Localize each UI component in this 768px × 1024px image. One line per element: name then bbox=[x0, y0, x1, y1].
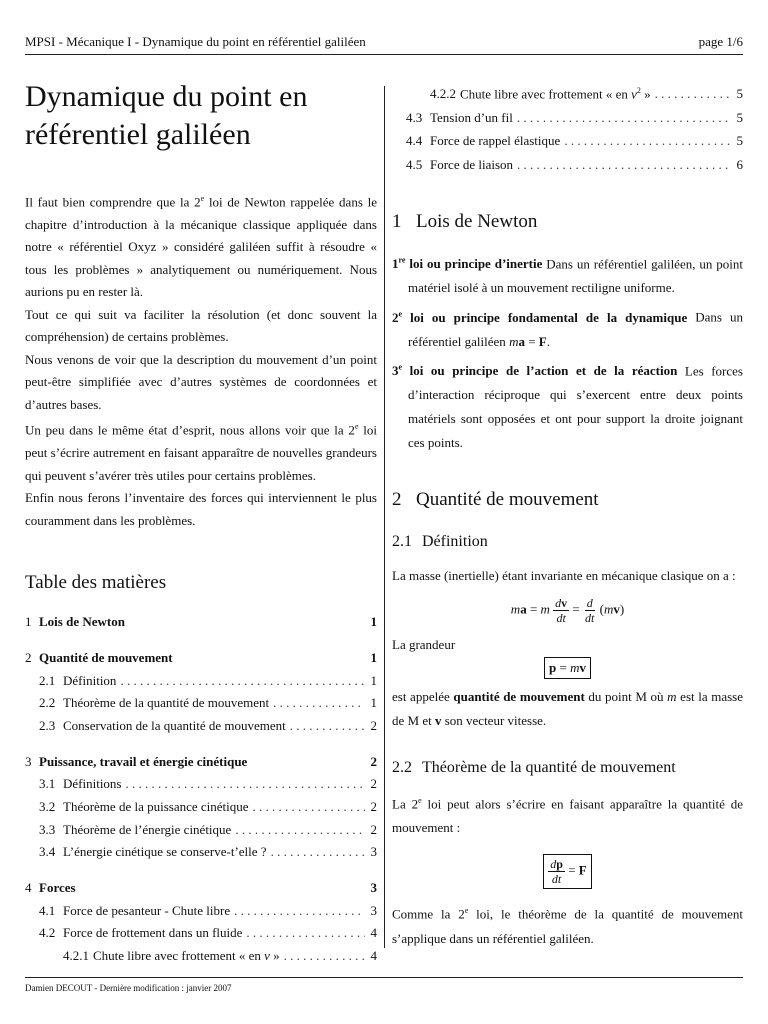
toc-entry-label: L’énergie cinétique se conserve-t’elle ? bbox=[63, 844, 267, 860]
toc-entry-number: 4 bbox=[25, 880, 32, 896]
intro-paragraph-3: Nous venons de voir que la description du mouvement d’un point peut-être simplifiée avec d’autres systèmes de coordonnées et d’autres bases. bbox=[25, 351, 377, 412]
toc-entry[interactable] bbox=[25, 776, 377, 799]
toc-entry[interactable] bbox=[25, 673, 377, 696]
left-column bbox=[25, 78, 377, 971]
toc-entry-number: 1 bbox=[25, 614, 32, 630]
toc-entry-number: 3.2 bbox=[39, 798, 56, 814]
toc-entry-page: 2 bbox=[370, 753, 377, 769]
toc-leader-dots bbox=[126, 776, 366, 792]
theorem-intro: La 2e loi peut alors s’écrire en faisant apparaître la quantité de mouvement : bbox=[392, 795, 743, 836]
toc-entry[interactable] bbox=[25, 614, 377, 637]
toc-leader-dots bbox=[517, 157, 731, 173]
page-footer: Damien DECOUT - Dernière modification : janvier 2007 bbox=[25, 983, 232, 993]
toc-entry-number: 2.2 bbox=[39, 695, 56, 711]
toc-leader-dots bbox=[234, 903, 365, 919]
toc-entry[interactable] bbox=[25, 650, 377, 673]
toc-entry-number: 4.3 bbox=[406, 109, 423, 125]
newton-law-3: 3e loi ou principe de l’action et de la réaction Les forces d’interaction réciproque qui s’exercent entre deux points matériels sont opposées et ont pour support la droite joignant ces points. bbox=[392, 362, 743, 450]
toc-entry-page: 2 bbox=[370, 798, 377, 814]
toc-entry[interactable] bbox=[392, 86, 743, 110]
equation-momentum-derivative: ma = m $\frac{dv}{dt}$ = $\frac{d}{dt}$ (mv) bbox=[510, 595, 625, 625]
page-header bbox=[25, 30, 743, 55]
toc-entry-number: 3.1 bbox=[39, 776, 56, 792]
toc-entry-label: Théorème de la quantité de mouvement bbox=[63, 695, 270, 711]
toc-entry-number: 4.2 bbox=[39, 925, 56, 941]
newton-law-1: 1re loi ou principe d’inertie Dans un référentiel galiléen, un point matériel isolé à un mouvement rectiligne uniforme. bbox=[392, 256, 743, 296]
toc-entry-number: 3.3 bbox=[39, 821, 56, 837]
toc-entry[interactable] bbox=[25, 799, 377, 822]
toc-entry[interactable] bbox=[25, 844, 377, 867]
toc-entry-page: 3 bbox=[370, 902, 377, 918]
toc-entry-label: Quantité de mouvement bbox=[39, 649, 173, 665]
toc-entry-page: 3 bbox=[370, 880, 377, 896]
toc-entry-label: Définitions bbox=[63, 776, 122, 792]
definition-paragraph: La masse (inertielle) étant invariante en mécanique clasique on a : bbox=[392, 567, 736, 583]
toc-leader-dots bbox=[517, 110, 731, 126]
section-1-heading: 1 Lois de Newton bbox=[392, 211, 538, 232]
toc-entry-number: 4.5 bbox=[406, 156, 423, 172]
toc-leader-dots bbox=[271, 844, 365, 860]
toc-entry-page: 4 bbox=[370, 948, 377, 964]
toc-entry-label: Théorème de l’énergie cinétique bbox=[63, 821, 232, 837]
toc-entry-label: Théorème de la puissance cinétique bbox=[63, 798, 249, 814]
column-divider bbox=[384, 86, 385, 948]
toc-entry-page: 1 bbox=[370, 695, 377, 711]
document-title: Dynamique du point en référentiel galiléen bbox=[25, 80, 308, 151]
section-2-2-heading: 2.2 Théorème de la quantité de mouvement bbox=[392, 758, 676, 776]
toc-entry-number: 3.4 bbox=[39, 844, 56, 860]
theorem-conclusion: Comme la 2e loi, le théorème de la quantité de mouvement s’applique dans un référentiel galiléen. bbox=[392, 906, 743, 946]
toc-leader-dots bbox=[655, 86, 731, 102]
toc-leader-dots bbox=[284, 948, 365, 964]
toc-entry[interactable] bbox=[25, 822, 377, 845]
toc-entry-label: Chute libre avec frottement « en $v^2$ » bbox=[460, 86, 651, 102]
toc-entry-label: Force de pesanteur - Chute libre bbox=[63, 902, 231, 918]
newton-law-2: 2e loi ou principe fondamental de la dynamique Dans un référentiel galiléen ma = F. bbox=[392, 309, 744, 349]
toc-entry-number: 2 bbox=[25, 649, 32, 665]
toc-entry[interactable] bbox=[25, 925, 377, 948]
toc-entry[interactable] bbox=[392, 133, 743, 157]
equation-momentum-definition: p = mv bbox=[392, 657, 743, 679]
toc-entry[interactable] bbox=[392, 157, 743, 181]
toc-title: Table des matières bbox=[25, 572, 167, 594]
toc-entry-page: 1 bbox=[370, 649, 377, 665]
toc-entry-page: 1 bbox=[370, 614, 377, 630]
toc-entry[interactable] bbox=[25, 754, 377, 777]
header-title: MPSI - Mécanique I - Dynamique du point en référentiel galiléen bbox=[25, 34, 366, 49]
grandeur-label: La grandeur bbox=[392, 636, 456, 652]
intro-paragraph-2: Tout ce qui suit va faciliter la résolution (et donc souvent la compréhension) de certains problèmes. bbox=[25, 306, 377, 345]
toc-leader-dots bbox=[246, 925, 365, 941]
toc-leader-dots bbox=[235, 822, 365, 838]
toc-entry[interactable] bbox=[25, 948, 377, 971]
momentum-definition-text: est appelée quantité de mouvement du point M où m est la masse de M et v son vecteur vitesse. bbox=[392, 688, 743, 728]
toc-entry-number: 2.1 bbox=[39, 672, 56, 688]
toc-entry-page: 2 bbox=[370, 717, 377, 733]
toc-leader-dots bbox=[253, 799, 365, 815]
toc-entry-number: 4.2.2 bbox=[430, 86, 456, 102]
toc-entry-label: Force de liaison bbox=[430, 156, 514, 172]
right-column bbox=[392, 86, 743, 951]
toc-entry-number: 4.2.1 bbox=[63, 948, 89, 964]
toc-entry-number: 4.1 bbox=[39, 902, 56, 918]
toc-entry-label: Puissance, travail et énergie cinétique bbox=[39, 753, 248, 769]
toc-entry-page: 4 bbox=[370, 925, 377, 941]
table-of-contents bbox=[25, 614, 377, 971]
toc-entry-page: 5 bbox=[736, 86, 743, 102]
toc-entry[interactable] bbox=[25, 695, 377, 718]
toc-entry-label: Chute libre avec frottement « en v » bbox=[93, 948, 280, 964]
footer-rule bbox=[25, 977, 743, 978]
toc-entry-page: 5 bbox=[736, 133, 743, 148]
toc-leader-dots bbox=[290, 718, 365, 734]
equation-momentum-theorem: $\frac{dp}{dt}$ = F bbox=[392, 854, 743, 889]
toc-entry[interactable] bbox=[25, 880, 377, 903]
toc-entry-label: Conservation de la quantité de mouvement bbox=[63, 717, 286, 733]
toc-entry-page: 5 bbox=[736, 109, 743, 125]
toc-entry-number: 3 bbox=[25, 753, 32, 769]
intro-paragraph-1: Il faut bien comprendre que la 2e loi de Newton rappelée dans le chapitre d’introduction à la mécanique classique appliquée dans notre « référentiel Oxyz » considéré galiléen suffit à résoudre « tous les problèmes » analytiquement ou numériquement. Nous aurions pu en rester là. bbox=[25, 194, 377, 300]
toc-entry-number: 4.4 bbox=[406, 133, 423, 148]
toc-entry[interactable] bbox=[25, 903, 377, 926]
toc-leader-dots bbox=[564, 133, 731, 149]
toc-entry-page: 6 bbox=[736, 156, 743, 172]
toc-entry-label: Lois de Newton bbox=[39, 614, 125, 630]
toc-entry-label: Force de rappel élastique bbox=[430, 133, 561, 148]
intro-paragraph-5: Enfin nous ferons l’inventaire des forces qui interviennent le plus couramment dans les problèmes. bbox=[25, 490, 377, 528]
page-number: page 1/6 bbox=[698, 34, 743, 49]
toc-entry-label: Tension d’un fil bbox=[430, 109, 513, 125]
toc-leader-dots bbox=[273, 695, 365, 711]
toc-entry-label: Forces bbox=[39, 880, 76, 896]
toc-entry[interactable] bbox=[392, 110, 743, 134]
toc-entry-page: 1 bbox=[370, 672, 377, 688]
introduction bbox=[25, 188, 377, 532]
toc-entry[interactable] bbox=[25, 718, 377, 741]
toc-entry-page: 2 bbox=[370, 821, 377, 837]
toc-entry-label: Définition bbox=[63, 672, 117, 688]
toc-entry-label: Force de frottement dans un fluide bbox=[63, 925, 243, 941]
toc-entry-page: 3 bbox=[370, 844, 377, 860]
section-2-heading: 2 Quantité de mouvement bbox=[392, 488, 599, 510]
toc-entry-number: 2.3 bbox=[39, 717, 56, 733]
toc-leader-dots bbox=[120, 673, 365, 689]
intro-paragraph-4: Un peu dans le même état d’esprit, nous allons voir que la 2e loi peut s’écrire autrement en faisant apparaître de nouvelles grandeurs qui peuvent s’avérer très utiles pour certains problèmes. bbox=[25, 422, 378, 483]
toc-entry-page: 2 bbox=[370, 776, 377, 792]
table-of-contents-continued bbox=[392, 86, 743, 180]
section-2-1-heading: 2.1 Définition bbox=[392, 532, 488, 550]
